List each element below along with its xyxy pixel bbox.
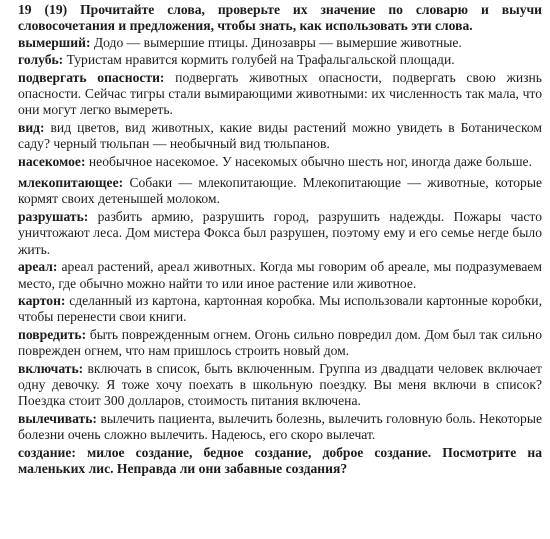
task-text: 19 (19) Прочитайте слова, проверьте их значение по словарю и выучи словосочетания и предложения, чтобы знать, как использовать эти слова. bbox=[18, 2, 542, 34]
entry-term: вылечивать: bbox=[18, 410, 97, 426]
entry-definition: Собаки — млекопитающие. Млекопитающие — животные, которые кормят своих детенышей молоком. bbox=[18, 175, 542, 207]
vocab-entry-vid bbox=[18, 120, 542, 153]
vocab-entry-mlekopitayushchee bbox=[18, 175, 542, 208]
entry-definition: сделанный из картона, картонная коробка. Мы использовали картонные коробки, чтобы перенести свои книги. bbox=[18, 292, 542, 325]
vocab-entry-vymershiy bbox=[18, 35, 542, 51]
entry-term: включать: bbox=[18, 360, 84, 376]
entry-term: вымерший: bbox=[18, 34, 91, 50]
task-instruction bbox=[18, 2, 542, 35]
vocab-entry-vylechivat bbox=[18, 411, 542, 444]
vocab-entry-vklyuchat bbox=[18, 361, 542, 410]
entry-term: голубь: bbox=[18, 52, 64, 68]
entry-definition: Туристам нравится кормить голубей на Трафальгальской площади. bbox=[63, 52, 455, 68]
entry-definition: включать в список, быть включенным. Группа из двадцати человек включает одну девочку. Я тоже хочу поехать в школьную поездку. Вы меня включи в список? Поездка стоит 300 долларов, стоимость питания включена. bbox=[18, 360, 542, 409]
entry-definition: быть поврежденным огнем. Огонь сильно повредил дом. Дом был так сильно поврежден огнем, что нам пришлось строить новый дом. bbox=[18, 326, 542, 359]
entry-term: повредить: bbox=[18, 326, 87, 342]
entry-term: ареал: bbox=[18, 259, 58, 275]
vocab-entry-podvergat-opasnosti bbox=[18, 70, 542, 119]
entry-definition: Додо — вымершие птицы. Динозавры — вымершие животные. bbox=[90, 34, 462, 50]
entry-definition: вид цветов, вид животных, какие виды растений можно увидеть в Ботаническом саду? черный тюльпан — необычный вид тюльпанов. bbox=[18, 119, 542, 152]
textbook-page bbox=[18, 2, 542, 478]
vocab-entry-karton bbox=[18, 293, 542, 326]
entry-definition: ареал растений, ареал животных. Когда мы говорим об ареале, мы подразумеваем место, где обычно можно найти то или иное растение или животное. bbox=[18, 259, 542, 291]
entry-definition: подвергать животных опасности, подвергать свою жизнь опасности. Сейчас тигры стали вымирающими животными: их численность так мала, что они могут легко вымереть. bbox=[18, 69, 542, 118]
entry-term: разрушать: bbox=[18, 208, 89, 224]
vocab-entry-sozdanie bbox=[18, 445, 542, 478]
entry-term: создание: bbox=[18, 444, 76, 460]
entry-definition: вылечить пациента, вылечить болезнь, вылечить головную боль. Некоторые болезни очень сложно вылечить. Надеюсь, его скоро вылечат. bbox=[18, 410, 542, 443]
entry-definition: необычное насекомое. У насекомых обычно шесть ног, иногда даже больше. bbox=[85, 153, 532, 169]
entry-definition: разбить армию, разрушить город, разрушить надежды. Пожары часто уничтожают леса. Дом мистера Фокса был разрушен, поэтому ему и его семье негде было жить. bbox=[18, 208, 542, 257]
entry-term: подвергать опасности: bbox=[18, 69, 165, 85]
vocab-entry-areal bbox=[18, 259, 542, 292]
vocab-entry-razrushat bbox=[18, 209, 542, 258]
entry-term: картон: bbox=[18, 292, 66, 308]
vocab-entry-golub bbox=[18, 52, 542, 68]
vocab-entry-nasekomoe bbox=[18, 154, 542, 170]
vocab-entry-povredit bbox=[18, 327, 542, 360]
entry-term: насекомое: bbox=[18, 153, 86, 169]
entry-term: млекопитающее: bbox=[18, 175, 124, 191]
entry-term: вид: bbox=[18, 119, 45, 135]
entry-definition: милое создание, бедное создание, доброе создание. Посмотрите на маленьких лис. Неправда ли они забавные создания? bbox=[18, 444, 542, 476]
